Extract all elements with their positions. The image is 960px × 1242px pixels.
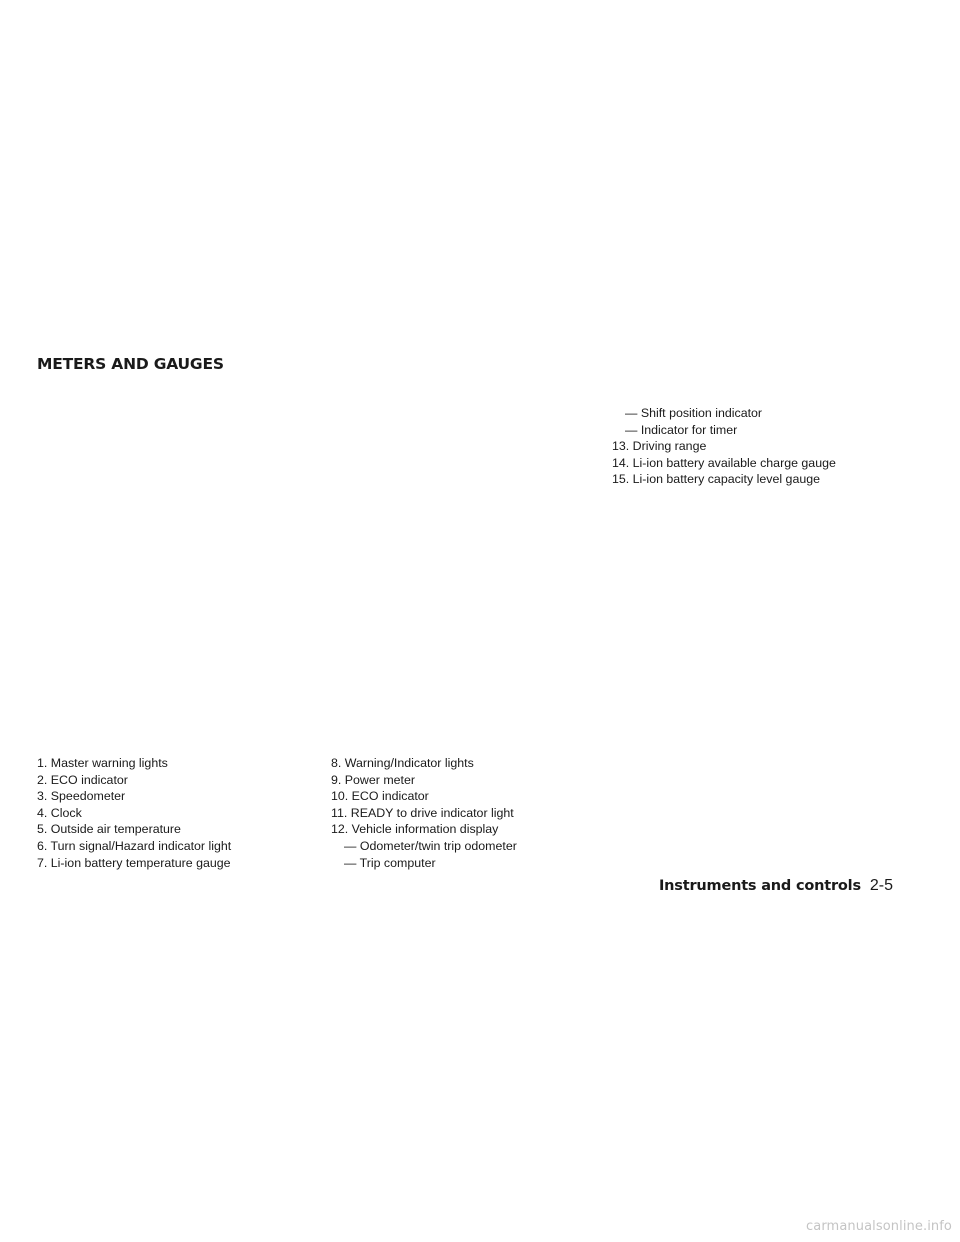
legend-subitem: — Trip computer [344, 855, 436, 870]
section-title: METERS AND GAUGES [37, 355, 224, 373]
watermark: carmanualsonline.info [806, 1219, 952, 1234]
legend-subitem: — Indicator for timer [625, 422, 738, 437]
footer-page-number: 2-5 [869, 877, 893, 894]
legend-column-2 [331, 755, 517, 871]
legend-subitem: — Shift position indicator [625, 406, 763, 420]
footer-section-name: Instruments and controls [658, 878, 861, 894]
legend-item: 5. Outside air temperature [37, 822, 181, 837]
legend-item: 1. Master warning lights [37, 756, 168, 770]
legend-item: 10. ECO indicator [331, 789, 429, 804]
legend-column-1 [37, 755, 231, 871]
legend-item: 6. Turn signal/Hazard indicator light [37, 838, 232, 853]
legend-item: 11. READY to drive indicator light [331, 805, 514, 820]
page-footer [659, 877, 893, 895]
legend-item: 2. ECO indicator [37, 772, 128, 787]
legend-item: 12. Vehicle information display [331, 822, 499, 837]
legend-item: 8. Warning/Indicator lights [331, 756, 474, 770]
legend-column-3 [612, 405, 836, 488]
legend-item: 4. Clock [37, 805, 82, 820]
legend-item: 13. Driving range [612, 439, 707, 454]
legend-item: 7. Li-ion battery temperature gauge [37, 855, 231, 870]
legend-item: 9. Power meter [331, 772, 416, 787]
legend-item: 14. Li-ion battery available charge gauge [612, 455, 836, 470]
legend-item: 15. Li-ion battery capacity level gauge [612, 472, 821, 487]
legend-subitem: — Odometer/twin trip odometer [344, 838, 517, 853]
legend-item: 3. Speedometer [37, 789, 126, 804]
